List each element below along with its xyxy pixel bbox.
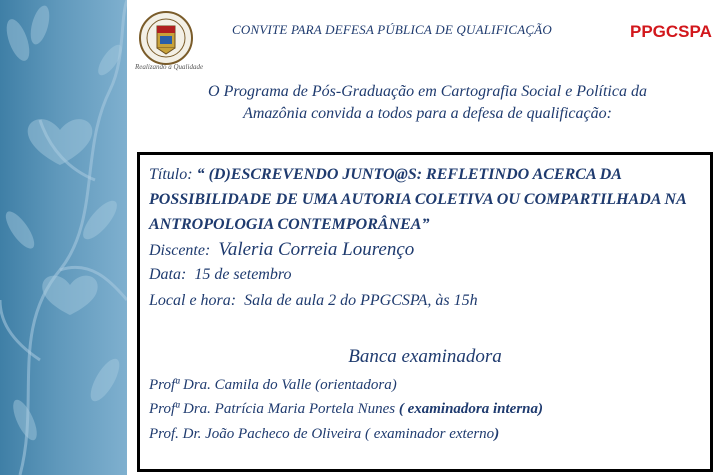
member-role: ( examinadora interna) xyxy=(398,401,544,417)
intro-text xyxy=(140,81,715,125)
member-name: Profª Dra. Patrícia Maria Portela Nunes xyxy=(149,401,396,417)
intro-line-1: O Programa de Pós-Graduação em Cartografia Social e Política da xyxy=(208,83,647,100)
decorative-sidebar xyxy=(0,0,127,475)
committee-member-advisor: Profª Dra. Camila do Valle (orientadora) xyxy=(149,377,397,393)
closing-parenthesis: ) xyxy=(494,426,500,442)
header xyxy=(127,0,718,80)
location-label: Local e hora: xyxy=(149,292,237,309)
member-name: Prof. Dr. João Pacheco de Oliveira ( examinador externo xyxy=(149,426,495,442)
committee-member-internal xyxy=(149,401,543,418)
discente-name: Valeria Correia Lourenço xyxy=(218,239,415,260)
invite-title: CONVITE PARA DEFESA PÚBLICA DE QUALIFICAÇÃO xyxy=(232,22,552,37)
location-value: Sala de aula 2 do PPGCSPA, às 15h xyxy=(244,292,478,309)
date-label: Data: xyxy=(149,266,187,283)
logo-motto: Realizando a Qualidade xyxy=(135,63,204,71)
date-value: 15 de setembro xyxy=(194,266,292,283)
floral-pattern xyxy=(0,0,127,475)
committee-heading: Banca examinadora xyxy=(348,346,502,367)
discente-label: Discente: xyxy=(149,242,211,259)
intro-line-2: Amazônia convida a todos para a defesa de qualificação: xyxy=(243,105,612,122)
location-row xyxy=(149,292,478,310)
title-label: Título: xyxy=(149,166,193,183)
title-row xyxy=(149,162,718,237)
program-brand: PPGCSPA xyxy=(630,22,712,41)
committee-member-external xyxy=(149,426,499,443)
details-card xyxy=(137,152,713,472)
date-row xyxy=(149,266,292,284)
thesis-title: “ (D)ESCREVENDO JUNTO@S: REFLETINDO ACERCA DA POSSIBILIDADE DE UMA AUTORIA COLETIVA OU COMPARTILHADA NA ANTROPOLOGIA CONTEMPORÂNEA” xyxy=(149,166,686,233)
discente-row xyxy=(149,239,414,261)
